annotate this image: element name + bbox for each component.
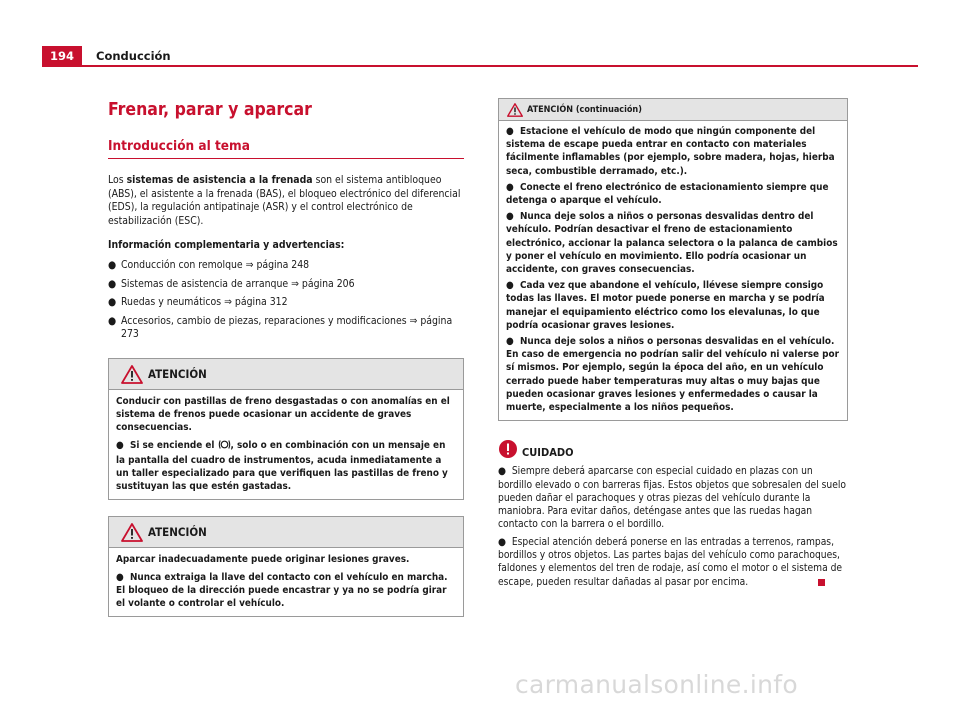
reference-link[interactable]: Sistemas de asistencia de arranque ⇒ página 206 (121, 277, 355, 290)
caution-section (498, 439, 848, 589)
warning-body (499, 121, 847, 420)
info-heading: Información complementaria y advertencias: (108, 239, 345, 252)
bullet-icon: ● (116, 571, 124, 583)
reference-link[interactable]: Ruedas y neumáticos ⇒ página 312 (121, 296, 288, 309)
warning-bullet-text: Nunca deje solos a niños o personas desvalidas dentro del vehículo. Podrían desactivar el freno de estacionamiento electrónico, accionar la palanca selectora o la palanca de cambios y poner el vehículo en movimiento. Ello podría ocasionar un accidente, con graves consecuencias. (506, 211, 838, 276)
warning-title: ATENCIÓN (148, 366, 207, 381)
bullet-icon: ● (498, 536, 506, 548)
bullet-icon: ● (116, 439, 124, 451)
warning-bullet-text: Conecte el freno electrónico de estacionamiento siempre que detenga o aparque el vehículo. (506, 181, 829, 207)
list-item (108, 296, 464, 310)
bullet-icon: ● (506, 181, 514, 193)
page-header (42, 46, 918, 66)
warning-bullet (506, 335, 840, 414)
caution-bullet (498, 536, 848, 589)
reference-link[interactable]: Accesorios, cambio de piezas, reparaciones y modificaciones ⇒ página 273 (121, 314, 453, 341)
section-subtitle: Introducción al tema (108, 137, 464, 159)
warning-header (109, 359, 463, 390)
warning-bullet-text: Estacione el vehículo de modo que ningún componente del sistema de escape pueda entrar en contacto con materiales fácilmente inflamables (por ejemplo, sobre madera, hojas, hierba seca, combustible derramado, etc.). (506, 126, 835, 177)
list-item (108, 315, 464, 342)
bullet-icon: ● (108, 296, 117, 309)
bullet-icon: ● (108, 258, 117, 271)
left-column (108, 98, 464, 617)
warning-triangle-icon (121, 523, 143, 546)
warning-triangle-icon (507, 102, 523, 121)
warning-lead: Conducir con pastillas de freno desgastadas o con anomalías en el sistema de frenos puede ocasionar un accidente de graves consecuencias. (116, 395, 450, 434)
right-column (498, 98, 848, 589)
reference-link[interactable]: Conducción con remolque ⇒ página 248 (121, 258, 310, 271)
warning-lead: Aparcar inadecuadamente puede originar lesiones graves. (116, 554, 410, 566)
warning-body (109, 548, 463, 616)
section-end-mark (818, 579, 825, 586)
warning-box-continued (498, 98, 848, 421)
caution-header (498, 439, 848, 461)
warning-bullet (116, 571, 456, 611)
warning-body (109, 390, 463, 499)
intro-lead: Los (108, 174, 127, 186)
warning-box-brake-pads (108, 358, 464, 500)
caution-bullet-text: Siempre deberá aparcarse con especial cuidado en plazas con un bordillo elevado o con barreras fijas. Estos objetos que sobresalen del suelo pueden dañar el parachoques y otras piezas del vehículo durante la maniobra. Para evitar daños, deténgase antes que las ruedas hagan contacto con la barrera o el bordillo. (498, 466, 846, 531)
warning-bullet (506, 279, 840, 332)
warning-bullet-text: Si se enciende el (129, 439, 218, 451)
intro-paragraph (108, 174, 464, 228)
bullet-icon: ● (108, 314, 117, 327)
bullet-icon: ● (506, 211, 514, 223)
brake-warning-lamp-icon (218, 439, 231, 454)
bullet-icon: ● (506, 126, 514, 137)
warning-triangle-icon (121, 365, 143, 388)
page-number: 194 (42, 46, 82, 66)
watermark: carmanualsonline.info (515, 670, 798, 699)
section-title: Frenar, parar y aparcar (108, 100, 312, 120)
warning-bullet-text: Nunca deje solos a niños o personas desvalidas en el vehículo. En caso de emergencia no podrían salir del vehículo ni valerse por sí mismos. Por ejemplo, según la época del año, en un vehículo cerrado puede haber temperaturas muy altas o muy bajas que pueden ocasionar graves lesiones y enfermedades o causar la muerte, especialmente a los niños pequeños. (506, 336, 840, 414)
warning-bullet-text: Nunca extraiga la llave del contacto con el vehículo en marcha. El bloqueo de la dirección puede encastrar y ya no se podría girar el volante o controlar el vehículo. (116, 571, 448, 609)
warning-bullet (116, 439, 456, 494)
warning-title: ATENCIÓN (continuación) (527, 105, 642, 115)
warning-title: ATENCIÓN (148, 525, 207, 540)
warning-header (109, 517, 463, 548)
reference-list (108, 259, 464, 342)
warning-bullet-text: , solo o en combinación con un mensaje en la pantalla del cuadro de instrumentos, acuda inmediatamente a un taller especializado para que verifiquen las pastillas de freno y sustituyan las que estén gastadas. (116, 439, 448, 493)
caution-exclamation-icon (498, 439, 518, 463)
bullet-icon: ● (506, 280, 514, 292)
warning-header (499, 99, 847, 121)
bullet-icon: ● (506, 336, 514, 348)
chapter-title: Conducción (96, 49, 171, 63)
caution-bullet (498, 465, 848, 531)
header-rule (42, 65, 918, 67)
warning-bullet (506, 125, 840, 178)
warning-box-parking (108, 516, 464, 617)
warning-bullet (506, 181, 840, 207)
caution-bullet-text: Especial atención deberá ponerse en las entradas a terrenos, rampas, bordillos y otros objetos. Las partes bajas del vehículo como parachoques, faldones y elementos del tren de rodaje, así como el motor o el sistema de escape, pueden resultar dañadas al pasar por encima. (498, 536, 843, 588)
list-item (108, 259, 464, 273)
intro-rest: son el sistema antibloqueo (ABS), el asistente a la frenada (BAS), el bloqueo electrónico del diferencial (EDS), la regulación antipatinaje (ASR) y el control electrónico de estabilización (ESC). (108, 174, 461, 227)
intro-bold-term: sistemas de asistencia a la frenada (126, 174, 313, 186)
bullet-icon: ● (498, 466, 506, 478)
caution-title: CUIDADO (522, 446, 574, 460)
bullet-icon: ● (108, 277, 117, 290)
warning-bullet (506, 210, 840, 276)
list-item (108, 278, 464, 292)
warning-bullet-text: Cada vez que abandone el vehículo, llévese siempre consigo todas las llaves. El motor puede ponerse en marcha y se podría manejar el equipamiento eléctrico como los elevalunas, lo que podría ocasionar graves lesiones. (506, 280, 825, 331)
